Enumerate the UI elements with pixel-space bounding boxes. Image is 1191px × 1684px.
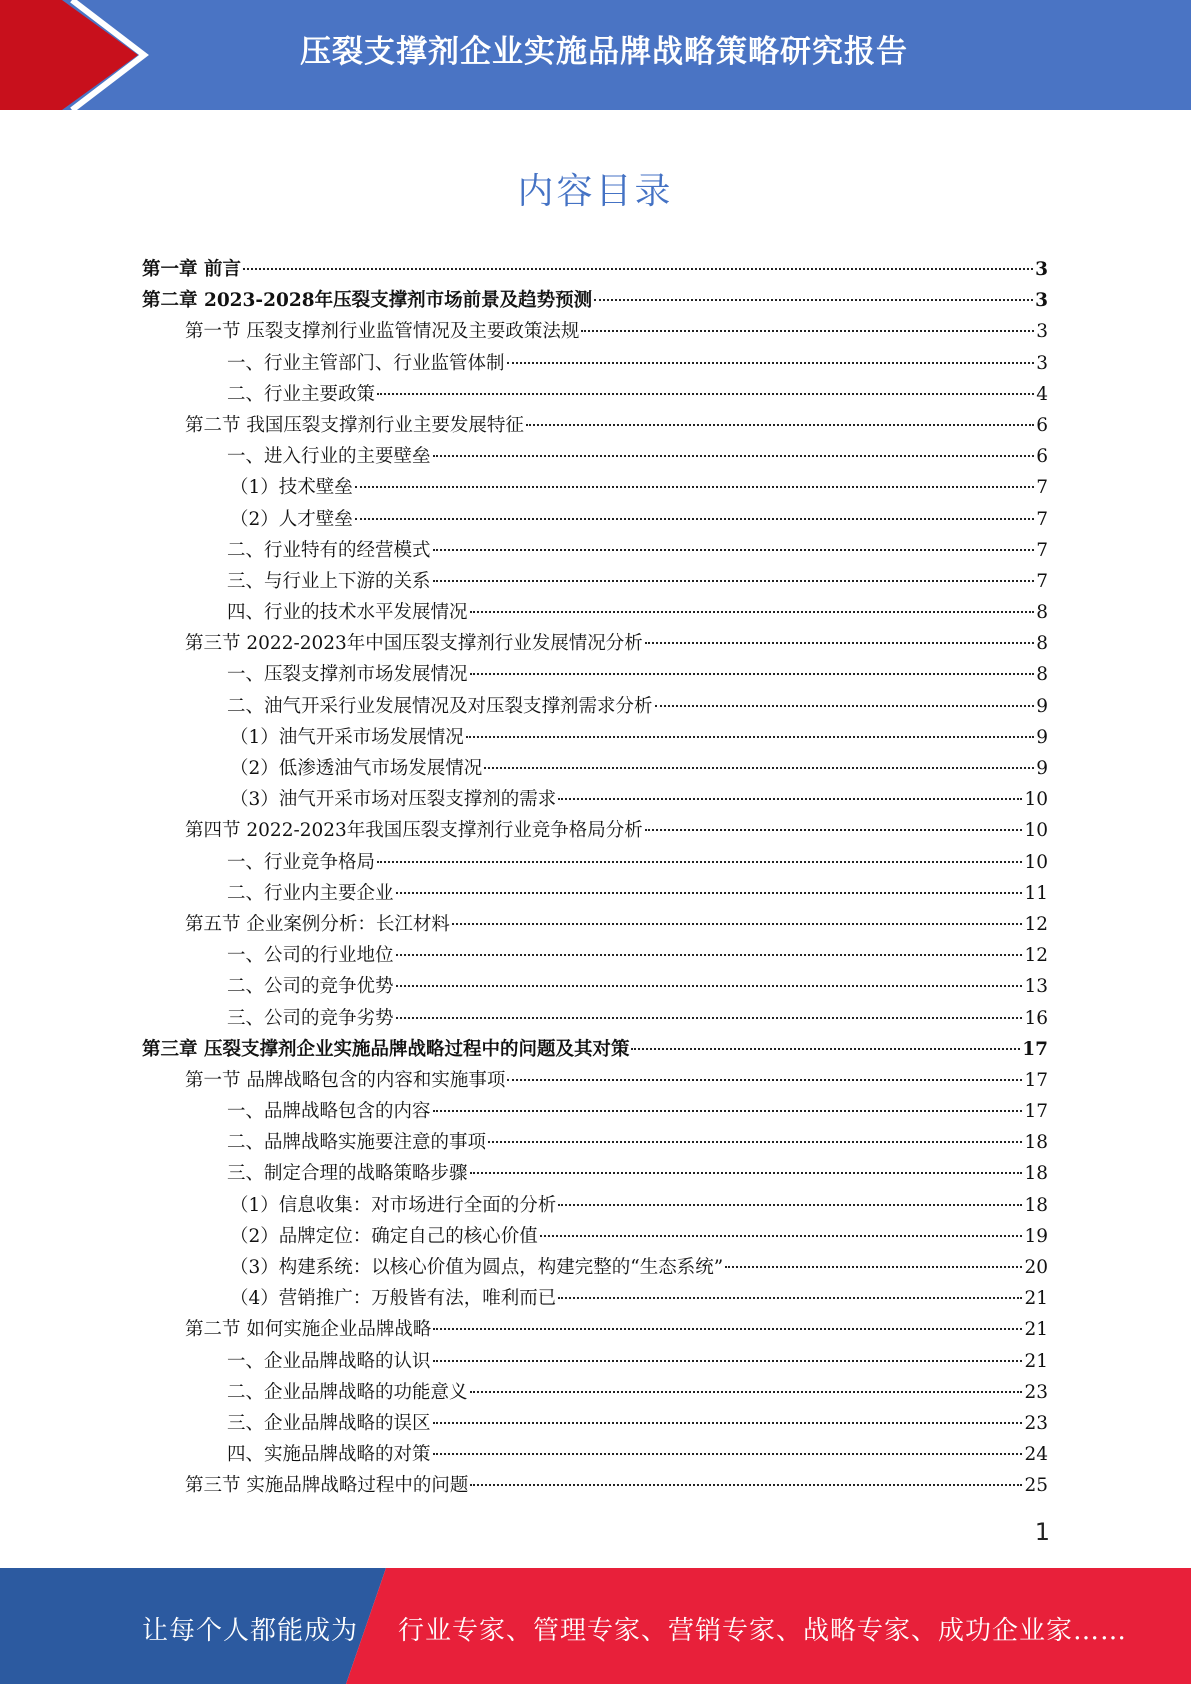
toc-entry[interactable] [142, 1377, 1048, 1408]
toc-entry-page: 3 [1035, 259, 1048, 280]
toc-entry[interactable] [142, 285, 1048, 316]
toc-entry-title: 二、油气开采行业发展情况及对压裂支撑剂需求分析 [227, 695, 653, 717]
toc-entry-page: 12 [1024, 945, 1048, 967]
toc-dot-leader [594, 299, 1033, 301]
toc-entry[interactable] [142, 971, 1048, 1002]
toc-entry-title: （1）信息收集：对市场进行全面的分析 [230, 1194, 557, 1216]
toc-entry-title: 第三节 2022-2023年中国压裂支撑剂行业发展情况分析 [185, 633, 643, 655]
toc-dot-leader [466, 736, 1034, 738]
toc-entry-title: 第一章 前言 [142, 259, 241, 280]
toc-entry-page: 19 [1024, 1225, 1048, 1247]
toc-entry-page: 8 [1036, 633, 1048, 655]
toc-entry-title: 二、行业内主要企业 [227, 882, 394, 904]
toc-entry-title: 二、品牌战略实施要注意的事项 [227, 1132, 487, 1154]
toc-entry[interactable] [142, 847, 1048, 878]
toc-entry[interactable] [142, 504, 1048, 535]
toc-dot-leader [484, 767, 1034, 769]
toc-entry-title: 二、企业品牌战略的功能意义 [227, 1381, 468, 1403]
toc-dot-leader [452, 923, 1023, 925]
toc-entry-page: 7 [1036, 508, 1048, 530]
toc-entry-title: 四、行业的技术水平发展情况 [227, 602, 468, 624]
toc-entry-page: 17 [1022, 1038, 1048, 1060]
toc-entry-title: 二、行业主要政策 [227, 383, 376, 405]
toc-entry-page: 21 [1024, 1288, 1048, 1310]
toc-dot-leader [396, 954, 1023, 956]
toc-entry-title: 第二节 如何实施企业品牌战略 [185, 1319, 432, 1341]
toc-entry-title: 三、公司的竞争劣势 [227, 1007, 394, 1029]
toc-entry[interactable] [142, 472, 1048, 503]
toc-dot-leader [433, 1360, 1023, 1362]
toc-entry-title: 第三章 压裂支撑剂企业实施品牌战略过程中的问题及其对策 [142, 1038, 630, 1060]
toc-entry-title: 一、公司的行业地位 [227, 945, 394, 967]
toc-entry-page: 21 [1024, 1350, 1048, 1372]
toc-entry-page: 3 [1036, 321, 1048, 343]
toc-entry[interactable] [142, 410, 1048, 441]
toc-entry-title: 一、压裂支撑剂市场发展情况 [227, 664, 468, 686]
toc-entry-page: 18 [1024, 1194, 1048, 1216]
toc-entry-title: 三、企业品牌战略的误区 [227, 1412, 431, 1434]
toc-entry-page: 18 [1024, 1132, 1048, 1154]
toc-entry[interactable] [142, 909, 1048, 940]
toc-entry-page: 6 [1036, 414, 1048, 436]
toc-dot-leader [396, 892, 1023, 894]
toc-entry-title: 第二章 2023-2028年压裂支撑剂市场前景及趋势预测 [142, 290, 593, 312]
toc-entry[interactable] [142, 691, 1048, 722]
toc-entry-page: 9 [1036, 758, 1048, 779]
toc-dot-leader [433, 1110, 1023, 1112]
toc-dot-leader [507, 362, 1035, 364]
toc-entry[interactable] [142, 1408, 1048, 1439]
toc-dot-leader [433, 1453, 1023, 1455]
toc-dot-leader [558, 1204, 1022, 1206]
toc-dot-leader [645, 829, 1023, 831]
toc-entry-page: 9 [1036, 726, 1048, 748]
toc-entry-title: 二、行业特有的经营模式 [227, 539, 431, 561]
toc-entry-title: 一、进入行业的主要壁垒 [227, 446, 431, 468]
toc-entry[interactable] [142, 566, 1048, 597]
toc-entry-title: 第一节 品牌战略包含的内容和实施事项 [185, 1069, 506, 1091]
toc-entry-title: （3）构建系统：以核心价值为圆点，构建完整的“生态系统” [230, 1257, 724, 1278]
toc-entry-title: 三、与行业上下游的关系 [227, 570, 431, 592]
toc-entry[interactable] [142, 1190, 1048, 1221]
toc-dot-leader [433, 549, 1035, 551]
toc-entry-title: （2）品牌定位：确定自己的核心价值 [230, 1225, 538, 1247]
toc-dot-leader [558, 1297, 1022, 1299]
toc-entry-page: 7 [1036, 570, 1048, 592]
footer-banner [0, 1568, 1191, 1684]
toc-entry-title: （1）油气开采市场发展情况 [230, 726, 464, 748]
toc-entry-page: 7 [1036, 477, 1048, 499]
toc-entry-page: 24 [1024, 1444, 1048, 1466]
toc-entry-title: （2）人才壁垒 [230, 508, 353, 530]
toc-entry[interactable] [142, 254, 1048, 285]
toc-entry-page: 10 [1024, 789, 1048, 811]
toc-dot-leader [433, 1328, 1022, 1330]
toc-entry[interactable] [142, 1003, 1048, 1034]
toc-entry[interactable] [142, 1470, 1048, 1501]
toc-entry-title: 三、制定合理的战略策略步骤 [227, 1163, 468, 1185]
toc-dot-leader [377, 861, 1022, 863]
toc-entry-title: （3）油气开采市场对压裂支撑剂的需求 [230, 789, 557, 811]
toc-entry-page: 16 [1024, 1007, 1048, 1029]
toc-entry-page: 20 [1024, 1257, 1048, 1278]
toc-entry-title: 一、品牌战略包含的内容 [227, 1101, 431, 1123]
toc-entry-page: 11 [1024, 882, 1048, 904]
toc-dot-leader [470, 1391, 1023, 1393]
toc-entry[interactable] [142, 1283, 1048, 1314]
toc-dot-leader [396, 1017, 1023, 1019]
toc-dot-leader [433, 1422, 1023, 1424]
toc-dot-leader [377, 393, 1034, 395]
toc-dot-leader [581, 330, 1034, 332]
toc-entry[interactable] [142, 597, 1048, 628]
toc-dot-leader [507, 1079, 1022, 1081]
toc-entry[interactable] [142, 878, 1048, 909]
toc-entry-title: （1）技术壁垒 [230, 477, 353, 499]
toc-entry-title: 第二节 我国压裂支撑剂行业主要发展特征 [185, 414, 524, 436]
toc-dot-leader [655, 705, 1035, 707]
toc-entry-title: 第三节 实施品牌战略过程中的问题 [185, 1475, 469, 1497]
toc-entry-page: 8 [1036, 664, 1048, 686]
toc-dot-leader [470, 611, 1035, 613]
toc-entry[interactable] [142, 1065, 1048, 1096]
page-number: 1 [1034, 1518, 1050, 1546]
toc-entry-page: 3 [1035, 290, 1048, 312]
toc-entry[interactable] [142, 1221, 1048, 1252]
toc-entry-page: 4 [1036, 383, 1048, 405]
toc-entry-title: （2）低渗透油气市场发展情况 [230, 758, 483, 779]
toc-dot-leader [470, 673, 1035, 675]
toc-entry-page: 6 [1036, 446, 1048, 468]
toc-dot-leader [470, 1484, 1022, 1486]
toc-entry-title: 第一节 压裂支撑剂行业监管情况及主要政策法规 [185, 321, 580, 343]
toc-entry[interactable] [142, 784, 1048, 815]
report-title: 压裂支撑剂企业实施品牌战略策略研究报告 [300, 34, 908, 70]
toc-entry[interactable] [142, 1346, 1048, 1377]
header-banner [0, 0, 1191, 110]
toc-entry-title: 第五节 企业案例分析：长江材料 [185, 913, 450, 935]
toc-entry-page: 10 [1024, 820, 1048, 842]
toc-entry[interactable] [142, 1034, 1048, 1065]
toc-entry[interactable] [142, 379, 1048, 410]
footer-slogan-left: 让每个人都能成为 [142, 1616, 359, 1646]
toc-entry-page: 25 [1024, 1475, 1048, 1497]
toc-entry[interactable] [142, 1127, 1048, 1158]
toc-entry-page: 7 [1036, 539, 1048, 561]
toc-entry-page: 13 [1024, 976, 1048, 998]
toc-entry-page: 23 [1024, 1412, 1048, 1434]
red-arrow-shape [0, 0, 138, 110]
toc-entry-page: 8 [1036, 602, 1048, 624]
toc-dot-leader [540, 1235, 1023, 1237]
toc-entry[interactable] [142, 441, 1048, 472]
toc-dot-leader [526, 424, 1034, 426]
toc-entry[interactable] [142, 940, 1048, 971]
toc-entry-title: 第四节 2022-2023年我国压裂支撑剂行业竞争格局分析 [185, 820, 643, 842]
toc-entry-page: 17 [1024, 1101, 1048, 1123]
toc-entry-page: 18 [1024, 1163, 1048, 1185]
toc-dot-leader [433, 455, 1035, 457]
toc-entry[interactable] [142, 1314, 1048, 1345]
toc-entry[interactable] [142, 1252, 1048, 1283]
toc-entry-page: 23 [1024, 1381, 1048, 1403]
toc-entry-page: 17 [1024, 1069, 1048, 1091]
toc-dot-leader [470, 1172, 1023, 1174]
toc-entry-title: 一、行业主管部门、行业监管体制 [227, 352, 505, 374]
toc-entry[interactable] [142, 815, 1048, 846]
toc-entry-page: 21 [1024, 1319, 1048, 1341]
footer-slogan-right: 行业专家、管理专家、营销专家、战略专家、成功企业家…… [398, 1616, 1128, 1646]
toc-dot-leader [355, 486, 1034, 488]
toc-entry-page: 3 [1036, 352, 1048, 374]
table-of-contents [142, 254, 1048, 1502]
toc-entry-title: 一、行业竞争格局 [227, 851, 376, 873]
toc-entry[interactable] [142, 1439, 1048, 1470]
toc-heading: 内容目录 [517, 171, 674, 212]
toc-entry[interactable] [142, 753, 1048, 784]
toc-dot-leader [558, 798, 1022, 800]
toc-dot-leader [725, 1266, 1022, 1268]
toc-entry-page: 10 [1024, 851, 1048, 873]
toc-dot-leader [396, 985, 1023, 987]
toc-entry-page: 9 [1036, 695, 1048, 717]
toc-entry[interactable] [142, 628, 1048, 659]
toc-entry[interactable] [142, 348, 1048, 379]
toc-dot-leader [645, 642, 1034, 644]
toc-entry-title: 四、实施品牌战略的对策 [227, 1444, 431, 1466]
toc-dot-leader [631, 1048, 1020, 1050]
toc-entry[interactable] [142, 659, 1048, 690]
toc-entry-page: 12 [1024, 913, 1048, 935]
toc-dot-leader [355, 518, 1034, 520]
toc-dot-leader [488, 1141, 1022, 1143]
toc-entry[interactable] [142, 535, 1048, 566]
toc-entry[interactable] [142, 722, 1048, 753]
toc-entry-title: 二、公司的竞争优势 [227, 976, 394, 998]
toc-entry-title: （4）营销推广：万般皆有法，唯利而已 [230, 1288, 557, 1310]
toc-dot-leader [243, 268, 1033, 270]
toc-entry[interactable] [142, 316, 1048, 347]
toc-entry-title: 一、企业品牌战略的认识 [227, 1350, 431, 1372]
toc-entry[interactable] [142, 1096, 1048, 1127]
toc-dot-leader [433, 580, 1035, 582]
toc-entry[interactable] [142, 1158, 1048, 1189]
